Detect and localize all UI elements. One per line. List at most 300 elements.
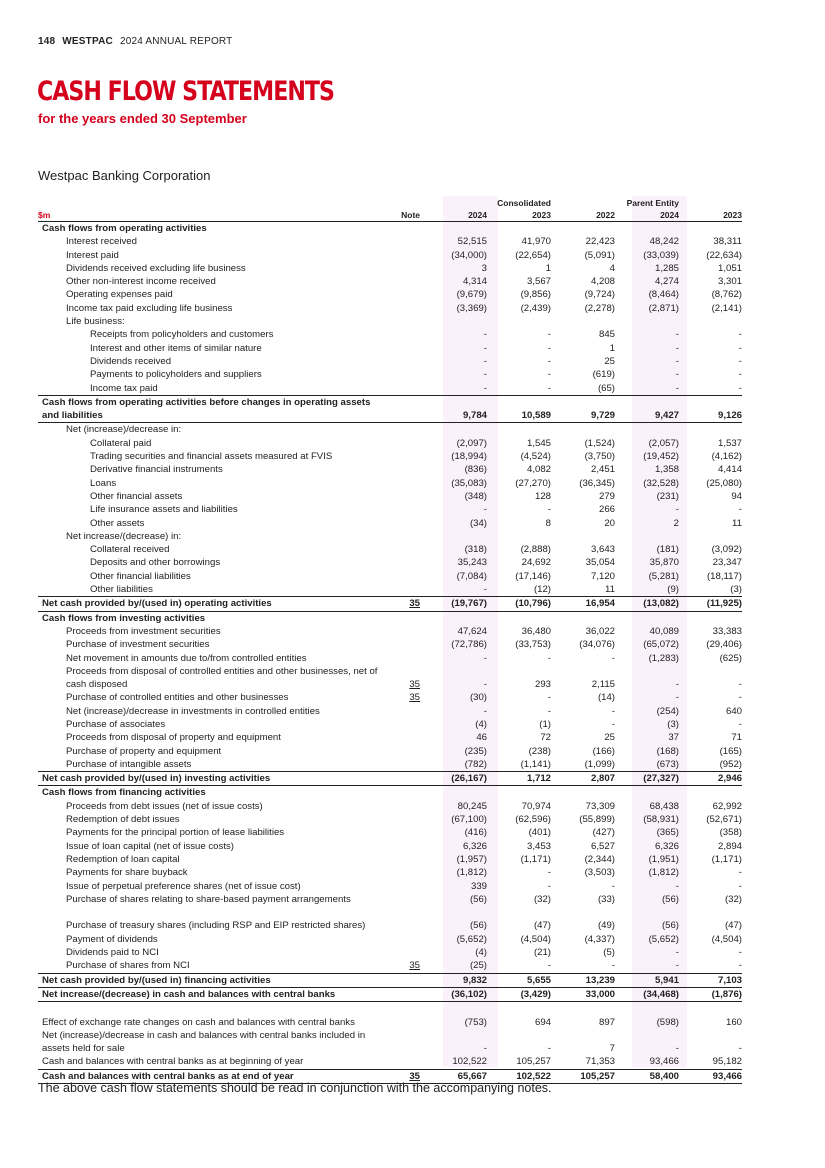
row-value: 897 bbox=[598, 1016, 615, 1028]
row-value bbox=[420, 530, 487, 543]
row-label: Other non-interest income received bbox=[66, 276, 216, 288]
row-value: (401) bbox=[528, 827, 551, 839]
row-value: 266 bbox=[598, 504, 615, 516]
row-value: (7,084) bbox=[456, 570, 487, 582]
table-row bbox=[38, 638, 742, 651]
row-value: (427) bbox=[592, 827, 615, 839]
row-value: 7 bbox=[609, 1043, 615, 1055]
row-value: - bbox=[483, 382, 487, 394]
note-ref bbox=[390, 705, 420, 718]
row-value: - bbox=[675, 692, 679, 704]
row-value: 105,257 bbox=[516, 1056, 551, 1068]
row-value: (5) bbox=[603, 947, 615, 959]
row-value: (18,994) bbox=[451, 451, 487, 463]
row-value: (2,057) bbox=[648, 437, 679, 449]
parent-group-label: Parent Entity bbox=[626, 198, 679, 208]
row-value: 25 bbox=[604, 732, 615, 744]
table-row bbox=[38, 731, 742, 744]
row-value: - bbox=[675, 329, 679, 341]
row-value: - bbox=[483, 329, 487, 341]
row-value: 65,667 bbox=[420, 1069, 487, 1083]
row-label: Redemption of debt issues bbox=[66, 814, 180, 826]
note-ref bbox=[390, 597, 420, 611]
row-label: Net cash provided by/(used in) operating activities bbox=[38, 597, 390, 611]
row-label: Redemption of loan capital bbox=[66, 853, 180, 865]
row-label: Purchase of investment securities bbox=[66, 639, 210, 651]
row-value: 23,347 bbox=[712, 557, 742, 569]
row-value: 102,522 bbox=[487, 1069, 551, 1083]
row-value: (13,082) bbox=[615, 597, 679, 611]
row-value: - bbox=[611, 652, 615, 664]
row-value: 25 bbox=[604, 355, 615, 367]
row-value: (4) bbox=[475, 947, 487, 959]
row-value: (3,369) bbox=[456, 302, 487, 314]
table-row bbox=[38, 368, 742, 381]
row-value: - bbox=[738, 355, 742, 367]
note-ref bbox=[390, 718, 420, 731]
table-row bbox=[38, 423, 742, 437]
table-row bbox=[38, 556, 742, 569]
table-row bbox=[38, 946, 742, 959]
row-value: (4,504) bbox=[711, 933, 742, 945]
row-value: 35,243 bbox=[457, 557, 487, 569]
row-value bbox=[420, 786, 487, 800]
row-value: - bbox=[547, 867, 551, 879]
note-ref bbox=[390, 772, 420, 786]
row-value: 41,970 bbox=[521, 236, 551, 248]
row-value: 1,358 bbox=[654, 464, 679, 476]
row-value: 33,383 bbox=[712, 625, 742, 637]
note-ref bbox=[390, 625, 420, 638]
row-value: (21) bbox=[533, 947, 551, 959]
row-value: (34) bbox=[469, 517, 487, 529]
row-value: (181) bbox=[656, 544, 679, 556]
row-value: (3,429) bbox=[487, 987, 551, 1001]
table-row bbox=[38, 235, 742, 248]
row-value bbox=[487, 786, 551, 800]
row-value: 3 bbox=[481, 262, 487, 274]
row-value: (9,856) bbox=[520, 289, 551, 301]
row-value: - bbox=[675, 960, 679, 972]
row-value: (1,171) bbox=[520, 853, 551, 865]
row-label: Life insurance assets and liabilities bbox=[90, 504, 238, 516]
row-value: (5,652) bbox=[456, 933, 487, 945]
table-row bbox=[38, 463, 742, 476]
table-row bbox=[38, 597, 742, 611]
row-value: (5,652) bbox=[648, 933, 679, 945]
row-value: (22,634) bbox=[706, 249, 742, 261]
row-value: (1,099) bbox=[584, 758, 615, 770]
page-subtitle: for the years ended 30 September bbox=[38, 111, 247, 126]
row-value: 68,438 bbox=[649, 800, 679, 812]
row-value: - bbox=[547, 692, 551, 704]
row-value bbox=[420, 315, 487, 328]
note-ref bbox=[390, 368, 420, 381]
row-label: Cash flows from financing activities bbox=[42, 787, 206, 799]
note-ref bbox=[390, 382, 420, 396]
note-ref bbox=[390, 840, 420, 853]
table-row bbox=[38, 490, 742, 503]
table-row bbox=[38, 772, 742, 786]
note-ref bbox=[390, 503, 420, 516]
note-ref bbox=[390, 691, 420, 704]
row-value: 35,054 bbox=[585, 557, 615, 569]
row-value: (3) bbox=[730, 584, 742, 596]
row-value: (3,092) bbox=[711, 544, 742, 556]
row-label: Loans bbox=[90, 477, 117, 489]
row-value: 4,314 bbox=[462, 276, 487, 288]
row-label: Dividends paid to NCI bbox=[66, 947, 159, 959]
row-value: 2,807 bbox=[551, 772, 615, 786]
row-label: Net (increase)/decrease in: bbox=[66, 424, 182, 436]
row-value: 9,832 bbox=[420, 973, 487, 987]
table-row bbox=[38, 652, 742, 665]
row-value: 11 bbox=[732, 517, 742, 529]
row-label: Trading securities and financial assets measured at FVIS bbox=[90, 451, 333, 463]
table-row bbox=[38, 395, 742, 423]
row-value: - bbox=[675, 369, 679, 381]
note-link[interactable]: 35 bbox=[409, 960, 420, 972]
consolidated-group-label: Consolidated bbox=[497, 198, 551, 208]
row-value: (49) bbox=[597, 920, 615, 932]
row-value bbox=[615, 222, 679, 236]
report-name: 2024 ANNUAL REPORT bbox=[119, 36, 233, 47]
row-value: 40,089 bbox=[649, 625, 679, 637]
row-value: 8 bbox=[545, 517, 551, 529]
row-value: 6,527 bbox=[590, 840, 615, 852]
row-label: Other financial liabilities bbox=[90, 570, 191, 582]
row-value: 36,480 bbox=[521, 625, 551, 637]
row-label: Other liabilities bbox=[90, 584, 153, 596]
row-value: 2,451 bbox=[590, 464, 615, 476]
row-value: (4,162) bbox=[711, 451, 742, 463]
row-label: Net (increase)/decrease in investments in controlled entities bbox=[66, 705, 320, 717]
note-ref bbox=[390, 731, 420, 744]
note-link[interactable]: 35 bbox=[409, 1070, 420, 1082]
row-value: (1) bbox=[539, 718, 551, 730]
row-value: 20 bbox=[604, 517, 615, 529]
note-ref bbox=[390, 437, 420, 450]
note-ref bbox=[390, 490, 420, 503]
row-label: Proceeds from debt issues (net of issue costs) bbox=[66, 800, 263, 812]
table-row bbox=[38, 382, 742, 396]
year-header: 2024 bbox=[615, 209, 679, 222]
row-value: 38,311 bbox=[713, 236, 742, 248]
row-value bbox=[679, 530, 742, 543]
row-label: Proceeds from disposal of property and equipment bbox=[66, 732, 281, 744]
row-value bbox=[551, 315, 615, 328]
row-value: (2,097) bbox=[456, 437, 487, 449]
row-value: 279 bbox=[598, 490, 615, 502]
row-value: 2,115 bbox=[591, 679, 615, 691]
row-value: 1 bbox=[609, 342, 615, 354]
table-row bbox=[38, 813, 742, 826]
row-value bbox=[679, 786, 742, 800]
row-value: (8,762) bbox=[711, 289, 742, 301]
row-value: 37 bbox=[668, 732, 679, 744]
row-value: 1 bbox=[545, 262, 551, 274]
row-value: (34,076) bbox=[579, 639, 615, 651]
note-ref bbox=[390, 933, 420, 946]
note-ref bbox=[390, 556, 420, 569]
note-ref bbox=[390, 249, 420, 262]
row-value: 293 bbox=[534, 679, 551, 691]
row-value: (365) bbox=[656, 827, 679, 839]
note-ref bbox=[390, 1002, 420, 1029]
row-label: Net increase/(decrease) in: bbox=[66, 530, 182, 542]
row-value: - bbox=[483, 584, 487, 596]
row-value: 72 bbox=[540, 732, 551, 744]
row-value: (72,786) bbox=[451, 639, 487, 651]
row-value: 48,242 bbox=[649, 236, 679, 248]
row-value: 1,285 bbox=[654, 262, 679, 274]
row-value: (35,083) bbox=[451, 477, 487, 489]
note-link[interactable]: 35 bbox=[409, 598, 420, 610]
row-value: 4,082 bbox=[526, 464, 551, 476]
row-value: (1,524) bbox=[584, 437, 615, 449]
row-value: 4 bbox=[609, 262, 615, 274]
note-ref bbox=[390, 302, 420, 315]
row-label: Other financial assets bbox=[90, 490, 183, 502]
row-value: 3,453 bbox=[526, 840, 551, 852]
table-row bbox=[38, 758, 742, 772]
row-value: 70,974 bbox=[521, 800, 551, 812]
row-value: - bbox=[483, 504, 487, 516]
row-value: 2,894 bbox=[717, 840, 742, 852]
row-label: Net cash provided by/(used in) financing activities bbox=[38, 973, 390, 987]
row-value: (598) bbox=[656, 1016, 679, 1028]
row-value: (33) bbox=[597, 893, 615, 905]
note-ref bbox=[390, 583, 420, 597]
row-value: (12) bbox=[533, 584, 551, 596]
row-value: 3,301 bbox=[717, 276, 742, 288]
note-ref bbox=[390, 758, 420, 772]
row-value bbox=[420, 611, 487, 625]
row-value: (18,117) bbox=[706, 570, 742, 582]
table-row bbox=[38, 786, 742, 800]
row-value bbox=[615, 530, 679, 543]
row-value: 11 bbox=[605, 584, 615, 596]
row-value: (4) bbox=[475, 718, 487, 730]
row-value: 47,624 bbox=[457, 625, 487, 637]
row-value: 9,729 bbox=[551, 395, 615, 423]
row-value: - bbox=[547, 369, 551, 381]
row-value: (4,524) bbox=[520, 451, 551, 463]
row-value: 46 bbox=[476, 732, 487, 744]
note-ref bbox=[390, 275, 420, 288]
note-ref bbox=[390, 906, 420, 933]
note-ref bbox=[390, 1029, 420, 1056]
row-label: Purchase of property and equipment bbox=[66, 745, 222, 757]
row-value bbox=[487, 423, 551, 437]
table-row bbox=[38, 437, 742, 450]
row-value: - bbox=[547, 880, 551, 892]
row-value: 339 bbox=[470, 880, 487, 892]
cash-flow-table bbox=[38, 197, 742, 1084]
row-value bbox=[679, 611, 742, 625]
row-value: (4,504) bbox=[520, 933, 551, 945]
entity-name: Westpac Banking Corporation bbox=[38, 168, 211, 183]
row-value: (29,406) bbox=[706, 639, 742, 651]
row-value: (11,925) bbox=[679, 597, 742, 611]
row-value: - bbox=[611, 705, 615, 717]
row-value: (318) bbox=[464, 544, 487, 556]
row-label: Issue of perpetual preference shares (net of issue cost) bbox=[66, 880, 301, 892]
row-value bbox=[615, 786, 679, 800]
row-value: 3,567 bbox=[526, 276, 551, 288]
row-value: 93,466 bbox=[649, 1056, 679, 1068]
currency-unit-label: $m bbox=[38, 209, 390, 222]
row-value: (2,141) bbox=[711, 302, 742, 314]
row-value bbox=[615, 611, 679, 625]
note-ref bbox=[390, 745, 420, 758]
row-value: (166) bbox=[592, 745, 615, 757]
table-row bbox=[38, 530, 742, 543]
table-row bbox=[38, 665, 742, 692]
row-value: (33,753) bbox=[515, 639, 551, 651]
row-value: 35,870 bbox=[649, 557, 679, 569]
row-value: (5,281) bbox=[648, 570, 679, 582]
table-row bbox=[38, 355, 742, 368]
row-value: - bbox=[675, 880, 679, 892]
note-ref bbox=[390, 800, 420, 813]
brand-name: WESTPAC bbox=[62, 36, 113, 47]
row-value: (2,871) bbox=[648, 302, 679, 314]
row-label: Receipts from policyholders and customers bbox=[90, 329, 274, 341]
note-link[interactable]: 35 bbox=[409, 679, 420, 691]
row-value: (56) bbox=[661, 920, 679, 932]
table-row bbox=[38, 959, 742, 973]
row-label: Payments for the principal portion of lease liabilities bbox=[66, 827, 285, 839]
row-value: 5,655 bbox=[487, 973, 551, 987]
row-value: (1,876) bbox=[679, 987, 742, 1001]
row-value: - bbox=[547, 1043, 551, 1055]
table-row bbox=[38, 275, 742, 288]
table-row bbox=[38, 611, 742, 625]
row-value bbox=[615, 315, 679, 328]
note-ref bbox=[390, 959, 420, 973]
row-value: 160 bbox=[725, 1016, 742, 1028]
row-value: - bbox=[675, 342, 679, 354]
row-value bbox=[679, 423, 742, 437]
row-value: (673) bbox=[656, 758, 679, 770]
row-value: 73,309 bbox=[585, 800, 615, 812]
row-value: - bbox=[738, 679, 742, 691]
row-value: 36,022 bbox=[585, 625, 615, 637]
row-value: (67,100) bbox=[451, 814, 487, 826]
row-value bbox=[551, 530, 615, 543]
row-value: - bbox=[738, 692, 742, 704]
row-label: Cash and balances with central banks as at beginning of year bbox=[42, 1056, 304, 1068]
row-value: - bbox=[675, 504, 679, 516]
row-value: - bbox=[547, 705, 551, 717]
row-value: (358) bbox=[719, 827, 742, 839]
table-row bbox=[38, 800, 742, 813]
row-label: Effect of exchange rate changes on cash and balances with central banks bbox=[42, 1016, 355, 1028]
row-value: (26,167) bbox=[420, 772, 487, 786]
row-value: (231) bbox=[656, 490, 679, 502]
note-ref bbox=[390, 570, 420, 583]
row-label: Payments to policyholders and suppliers bbox=[90, 369, 262, 381]
row-value: (8,464) bbox=[648, 289, 679, 301]
row-value: 6,326 bbox=[462, 840, 487, 852]
row-value: 128 bbox=[534, 490, 551, 502]
note-link[interactable]: 35 bbox=[409, 692, 420, 704]
column-header-row bbox=[38, 209, 742, 222]
row-value: (19,452) bbox=[643, 451, 679, 463]
row-value: (1,957) bbox=[456, 853, 487, 865]
row-value: 33,000 bbox=[551, 987, 615, 1001]
table-row bbox=[38, 450, 742, 463]
row-label: Proceeds from investment securities bbox=[66, 625, 221, 637]
row-value bbox=[551, 786, 615, 800]
row-value: (36,102) bbox=[420, 987, 487, 1001]
year-header: 2024 bbox=[420, 209, 487, 222]
row-value: (168) bbox=[656, 745, 679, 757]
row-label: Interest and other items of similar nature bbox=[90, 342, 262, 354]
note-ref bbox=[390, 395, 420, 423]
row-value: - bbox=[738, 342, 742, 354]
row-value: (19,767) bbox=[420, 597, 487, 611]
row-label: Derivative financial instruments bbox=[90, 464, 223, 476]
row-value: 58,400 bbox=[615, 1069, 679, 1083]
row-value: 4,274 bbox=[654, 276, 679, 288]
row-label: Issue of loan capital (net of issue costs) bbox=[66, 840, 234, 852]
row-value bbox=[487, 222, 551, 236]
page-title: CASH FLOW STATEMENTS bbox=[37, 76, 334, 107]
row-value: - bbox=[675, 355, 679, 367]
table-row bbox=[38, 853, 742, 866]
row-value: (5,091) bbox=[584, 249, 615, 261]
row-value: 16,954 bbox=[551, 597, 615, 611]
row-label: Purchase of shares relating to share-based payment arrangements bbox=[66, 893, 351, 905]
note-ref bbox=[390, 463, 420, 476]
row-value: (27,270) bbox=[515, 477, 551, 489]
row-value bbox=[551, 222, 615, 236]
row-value: - bbox=[738, 947, 742, 959]
note-ref bbox=[390, 315, 420, 328]
row-value: - bbox=[738, 718, 742, 730]
row-value: (10,796) bbox=[487, 597, 551, 611]
table-row bbox=[38, 222, 742, 236]
column-group-row bbox=[38, 197, 742, 209]
row-value: 1,545 bbox=[526, 437, 551, 449]
row-value: (2,278) bbox=[584, 302, 615, 314]
row-value: (4,337) bbox=[584, 933, 615, 945]
row-label: Net (increase)/decrease in cash and balances with central banks included in assets held for sale bbox=[42, 1029, 366, 1055]
note-ref bbox=[390, 611, 420, 625]
row-label: Net cash provided by/(used in) investing activities bbox=[38, 772, 390, 786]
row-value bbox=[487, 611, 551, 625]
row-value bbox=[679, 222, 742, 236]
year-header: 2023 bbox=[679, 209, 742, 222]
table-row bbox=[38, 1002, 742, 1029]
row-value: (782) bbox=[464, 758, 487, 770]
row-value: (27,327) bbox=[615, 772, 679, 786]
row-value: (952) bbox=[719, 758, 742, 770]
row-value: - bbox=[483, 1043, 487, 1055]
row-value: 62,992 bbox=[712, 800, 742, 812]
row-value: (1,171) bbox=[711, 853, 742, 865]
table-row bbox=[38, 302, 742, 315]
row-value: - bbox=[547, 382, 551, 394]
row-value bbox=[551, 423, 615, 437]
row-value: (34,468) bbox=[615, 987, 679, 1001]
row-value: (52,671) bbox=[706, 814, 742, 826]
row-value: 5,941 bbox=[615, 973, 679, 987]
row-value: (3) bbox=[667, 718, 679, 730]
row-value: - bbox=[547, 342, 551, 354]
